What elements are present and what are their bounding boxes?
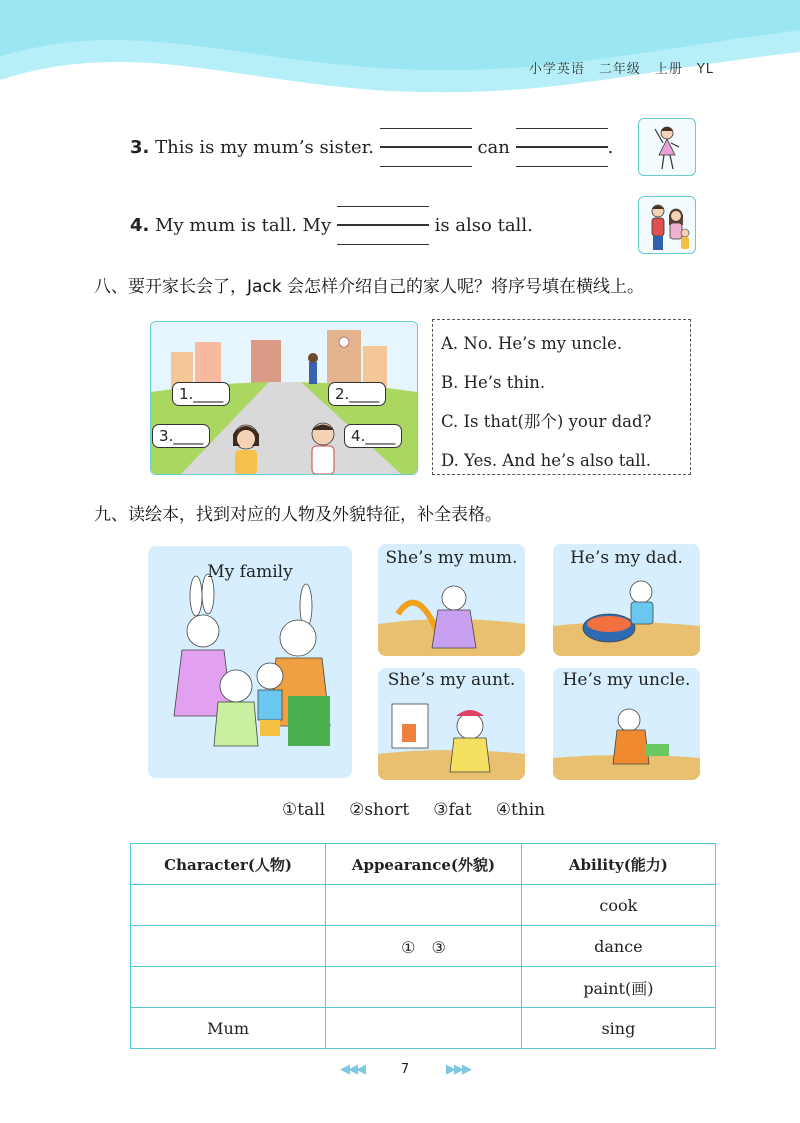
table-cell: Mum — [131, 1008, 326, 1049]
table-cell: paint(画) — [521, 967, 715, 1008]
appearance-choices — [282, 800, 545, 820]
table-cell: ① ③ — [326, 926, 522, 967]
table-cell-input[interactable] — [326, 1008, 522, 1049]
panel-my-family — [148, 546, 352, 778]
table-cell: sing — [521, 1008, 715, 1049]
tall-family-illustration — [638, 196, 696, 254]
question-4-end: is also tall. — [434, 214, 533, 236]
panel-caption: He’s my dad. — [570, 548, 683, 568]
speech-bubble-3: 3.____ — [152, 424, 210, 448]
aunt-dancing-illustration — [638, 118, 696, 176]
panel-caption: My family — [207, 562, 293, 582]
speech-bubble-4: 4.____ — [344, 424, 402, 448]
question-3 — [130, 124, 630, 170]
table-cell-input[interactable] — [131, 885, 326, 926]
choice-fat: ③fat — [433, 800, 472, 820]
option-b: B. He’s thin. — [441, 373, 546, 392]
table-header-row — [131, 844, 716, 885]
table-row — [131, 967, 716, 1008]
panel-aunt — [378, 668, 525, 780]
option-c: C. Is that(那个) your dad? — [441, 412, 652, 431]
answer-blank[interactable] — [337, 204, 429, 246]
header-appearance: Appearance(外貌) — [326, 844, 522, 885]
table-row — [131, 926, 716, 967]
answer-options-box — [432, 319, 691, 475]
choice-thin: ④thin — [495, 800, 546, 820]
table-cell-input[interactable] — [131, 967, 326, 1008]
question-3-can: can — [477, 136, 510, 158]
table-cell-input[interactable] — [326, 885, 522, 926]
panel-dad — [553, 544, 700, 656]
table-row — [131, 885, 716, 926]
table-cell: dance — [521, 926, 715, 967]
section-9-title: 九、读绘本，找到对应的人物及外貌特征，补全表格。 — [94, 505, 502, 525]
question-4-text: My mum is tall. My — [155, 214, 332, 236]
choice-tall: ①tall — [282, 800, 326, 820]
question-3-number: 3. — [130, 136, 150, 158]
speech-bubble-1: 1.____ — [172, 382, 230, 406]
panel-caption: She’s my aunt. — [387, 670, 516, 690]
page-number: 7 — [400, 1062, 410, 1077]
panel-caption: She’s my mum. — [385, 548, 518, 568]
table-cell: cook — [521, 885, 715, 926]
speech-bubble-2: 2.____ — [328, 382, 386, 406]
left-arrows-icon: ◀◀◀ — [340, 1062, 364, 1077]
option-d: D. Yes. And he’s also tall. — [441, 451, 652, 470]
section-8-title: 八、要开家长会了，Jack 会怎样介绍自己的家人呢？将序号填在横线上。 — [94, 277, 645, 297]
header-wave — [0, 0, 800, 110]
question-4-number: 4. — [130, 214, 150, 236]
question-3-text: This is my mum’s sister. — [155, 136, 374, 158]
answer-blank[interactable] — [380, 126, 472, 168]
header-ability: Ability(能力) — [521, 844, 715, 885]
option-a: A. No. He’s my uncle. — [441, 334, 623, 353]
right-arrows-icon: ▶▶▶ — [446, 1062, 470, 1077]
answer-blank[interactable] — [516, 126, 608, 168]
panel-mum — [378, 544, 525, 656]
question-3-end: . — [607, 136, 614, 158]
table-cell-input[interactable] — [131, 926, 326, 967]
header-title: 小学英语 二年级 上册 YL — [528, 62, 714, 77]
header-character: Character(人物) — [131, 844, 326, 885]
page-footer — [340, 1062, 470, 1077]
question-4 — [130, 202, 630, 248]
table-row — [131, 1008, 716, 1049]
character-table — [130, 843, 716, 1049]
table-cell-input[interactable] — [326, 967, 522, 1008]
panel-caption: He’s my uncle. — [562, 670, 691, 690]
panel-uncle — [553, 668, 700, 780]
choice-short: ②short — [349, 800, 410, 820]
